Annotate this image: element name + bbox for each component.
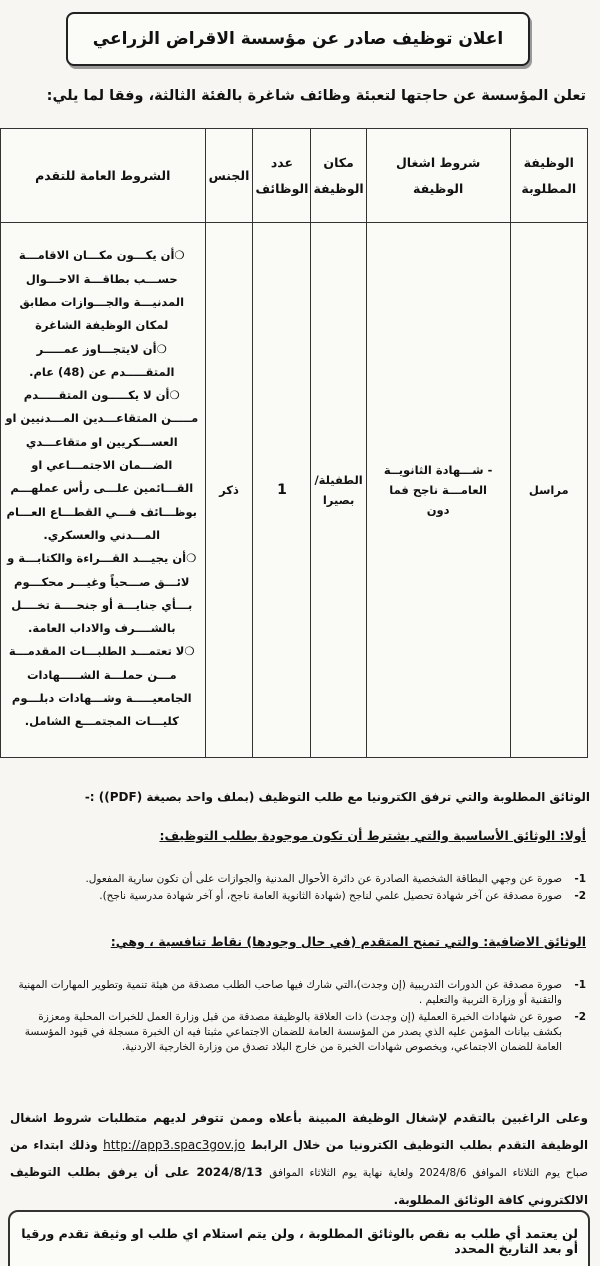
jobs-table (0, 128, 588, 758)
list-item: 1- صورة عن وجهي البطاقة الشخصية الصادرة عن دائرة الأحوال المدنية والجوازات على أن تكون سارية المفعول. (85, 873, 586, 885)
header-count: عدد الوظائف (253, 129, 311, 223)
header-general-conditions: الشروط العامة للتقدم (1, 129, 206, 223)
list-item: 2- صورة عن شهادات الخبرة العملية (إن وجدت) ذات العلاقة بالوظيفة مصدقة من قبل وزارة العمل للخبرات المحلية ومعززة بكشف بيانات المؤمن عليه الذي يصدر من المؤسسة العامة للضمان الاجتماعي مثبتا فيه ان الخبرة مسجلة في قيود المؤسسة العامة للضمان الاجتماعي، وبخصوص شهادات الخبرة من خارج البلاد تصدق من وزارة الخارجية الاردنية. (24, 1011, 586, 1053)
cell-count: 1 (253, 223, 311, 758)
application-link[interactable]: http://app3.spac3gov.jo (103, 1138, 246, 1152)
announcement-title: اعلان توظيف صادر عن مؤسسة الاقراض الزراعي (92, 29, 504, 49)
header-job: الوظيفة المطلوبة (510, 129, 587, 223)
announcement-title-box (66, 12, 530, 66)
table-row (1, 223, 588, 758)
condition-item: ❍أن لايتجـــاوز عمـــــر المتقـــــدم عن (48) عام. (29, 341, 175, 379)
cell-general-conditions (1, 223, 206, 758)
header-qualifications: شروط اشغال الوظيفة (366, 129, 510, 223)
notice-box (8, 1210, 590, 1266)
extra-documents-title: الوثائق الاضافية: والتي تمنح المتقدم (في حال وجودها) نقاط تنافسية ، وهي: (110, 934, 586, 949)
cell-job: مراسل (510, 223, 587, 758)
cell-gender: ذكر (205, 223, 253, 758)
cell-qualifications: - شـــهادة الثانويــة العامـــة ناجح فما دون (366, 223, 510, 758)
condition-item: ❍لا تعتمـــد الطلبـــات المقدمـــة مـــن حملـــة الشـــــهادات الجامعيـــــة وشـــهادات دبلـــوم كليـــات المجتمـــع الشامل. (8, 644, 195, 729)
basic-documents-list (12, 872, 586, 906)
condition-item: ❍أن يكـــون مكـــان الاقامـــة حســـب بطاقـــة الاحـــوال المدنيـــة والجـــوازات مطابق لمكان الوظيفة الشاغرة (18, 248, 185, 333)
closing-paragraph: وعلى الراغبين بالتقدم لإشغال الوظيفة المبينة بأعلاه وممن تتوفر لديهم متطلبات شروط اشغال الوظيفة التقدم بطلب التوظيف الكترونيا من خلال الرابط http://app3.spac3gov.jo وذلك ابتداء من صباح يوم الثلاثاء الموافق 2024/8/6 ولغاية نهاية يوم الثلاثاء الموافق 2024/8/13 على أن يرفق بطلب التوظيف الالكتروني كافة الوثائق المطلوبة. (10, 1111, 588, 1207)
intro-text: تعلن المؤسسة عن حاجتها لتعبئة وظائف شاغرة بالفئة الثالثة، وفقا لما يلي: (46, 88, 586, 104)
list-item: 2- صورة مصدقة عن آخر شهادة تحصيل علمي لناجح (شهادة الثانوية العامة ناجح، أو آخر شهادة مدرسية ناجح). (99, 890, 586, 902)
basic-documents-title: أولا: الوثائق الأساسية والتي يشترط أن تكون موجودة بطلب التوظيف: (159, 828, 586, 843)
notice-text: لن يعتمد أي طلب به نقص بالوثائق المطلوبة ، ولن يتم استلام اي طلب او وثيقة تقدم ورقيا أو بعد التاريخ المحدد (21, 1226, 578, 1256)
header-gender: الجنس (205, 129, 253, 223)
list-item: 1- صورة مصدقة عن الدورات التدريبية (إن وجدت)،التي شارك فيها صاحب الطلب مصدقة من هيئة تنمية وتطوير المهارات المهنية والتقنية أو وزارة التربية والتعليم . (18, 979, 586, 1006)
condition-item: ❍أن يجيـــد القـــراءة والكتابـــة و لائـــق صـــحياً وغيـــر محكـــوم بـــأي جنايـــة أو جنحــــة تخــــل بالشــــرف والاداب العامة. (7, 551, 197, 636)
table-header-row (1, 129, 588, 223)
header-location: مكان الوظيفة (311, 129, 366, 223)
extra-documents-list (12, 978, 586, 1057)
condition-item: ❍أن لا يكـــــون المتقـــــدم مـــــن المتقاعـــدين المـــدنيين او العســـكريين او متقاعـــدي الضـــمان الاجتمـــاعي او القـــائمين علـــى رأس عملهـــم بوظـــائف فـــي القطـــاع العـــام المـــدني والعسكري. (5, 388, 199, 542)
documents-heading: الوثائق المطلوبة والتي ترفق الكترونيا مع طلب التوظيف (بملف واحد بصيغة (PDF)) :- (84, 790, 590, 804)
cell-location: الطفيلة/ بصيرا (311, 223, 366, 758)
